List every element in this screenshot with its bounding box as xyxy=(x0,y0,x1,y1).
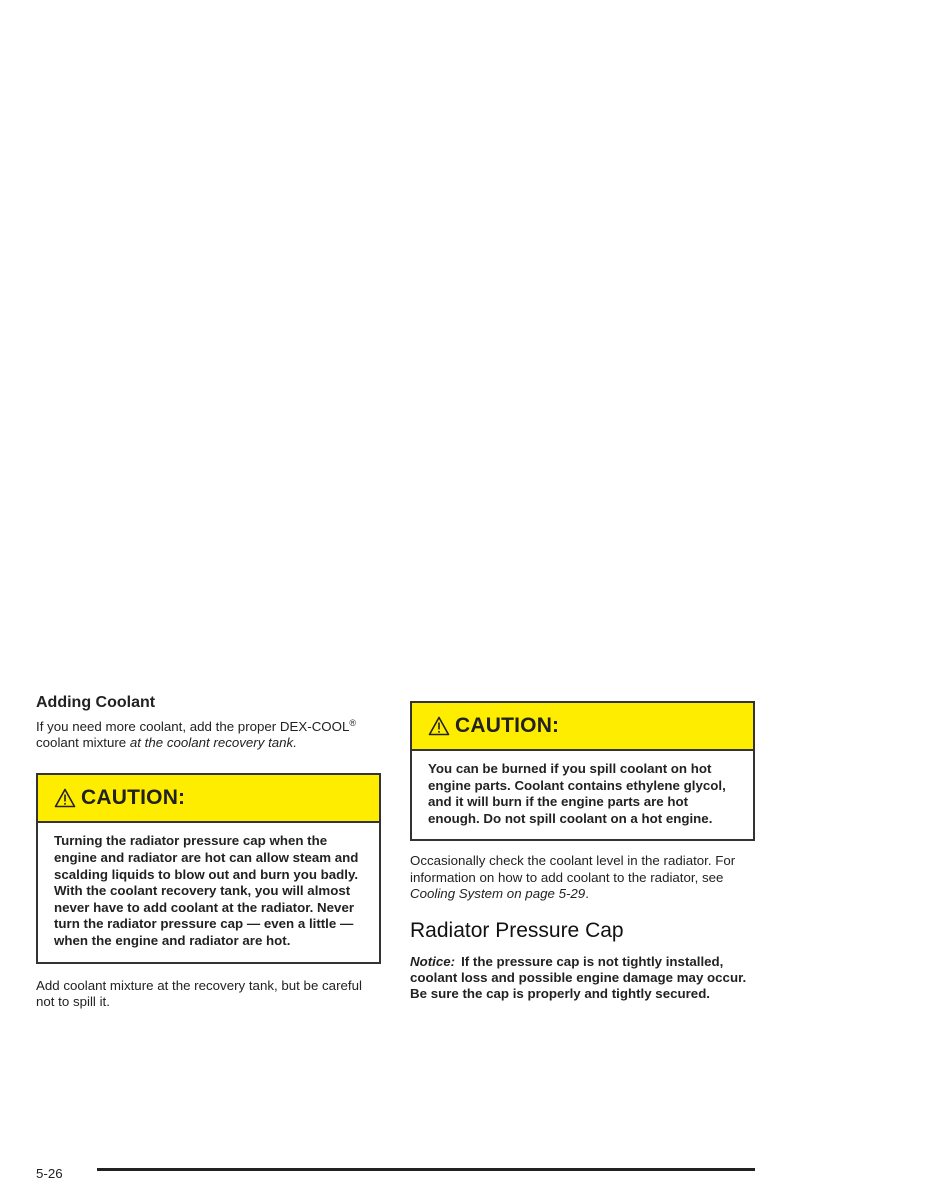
notice-text: If the pressure cap is not tightly installed, coolant loss and possible engine damage may occur. Be sure the cap is properly and tightly secured. xyxy=(410,953,747,1002)
intro-paragraph xyxy=(36,719,381,751)
footer-rule xyxy=(97,1168,755,1171)
intro-text-cont: coolant mixture xyxy=(36,735,130,751)
page-number: 5-26 xyxy=(36,1166,63,1181)
notice-paragraph xyxy=(410,954,755,1003)
intro-italic: at the coolant recovery tank. xyxy=(129,735,297,751)
caution-box-pressure-cap xyxy=(36,773,381,963)
section-heading-adding-coolant: Adding Coolant xyxy=(36,694,156,711)
caution-text: Turning the radiator pressure cap when the engine and radiator are hot can allow steam and scalding liquids to blow out and burn you badly. With the coolant recovery tank, you will almost never have to add coolant at the radiator. Never turn the radiator pressure cap — even a little — when the engine and radiator are hot. xyxy=(54,833,359,948)
registered-mark: ® xyxy=(349,718,357,728)
check-level-paragraph xyxy=(410,853,755,902)
right-column xyxy=(410,701,755,1003)
notice-label: Notice: xyxy=(410,953,456,969)
intro-text: If you need more coolant, add the proper DEX-COOL xyxy=(36,719,350,734)
caution-title: CAUTION: xyxy=(81,786,186,810)
cross-reference-link[interactable]: Cooling System on page 5-29 xyxy=(410,885,586,901)
caution-header xyxy=(38,775,379,823)
check-text: Occasionally check the coolant level in the radiator. For information on how to add coolant to the radiator, see xyxy=(410,853,736,885)
caution-box-burn xyxy=(410,701,755,841)
section-heading-radiator-pressure-cap: Radiator Pressure Cap xyxy=(410,918,624,942)
left-column xyxy=(36,693,381,1010)
after-caution-paragraph: Add coolant mixture at the recovery tank, but be careful not to spill it. xyxy=(36,977,362,1009)
caution-text: You can be burned if you spill coolant on hot engine parts. Coolant contains ethylene glycol, and it will burn if the engine parts are hot enough. Do not spill coolant on a hot engine. xyxy=(428,761,726,826)
check-end: . xyxy=(585,885,589,901)
caution-header xyxy=(412,703,753,751)
warning-triangle-icon xyxy=(54,788,76,808)
warning-triangle-icon xyxy=(428,716,450,736)
caution-title: CAUTION: xyxy=(455,714,560,737)
